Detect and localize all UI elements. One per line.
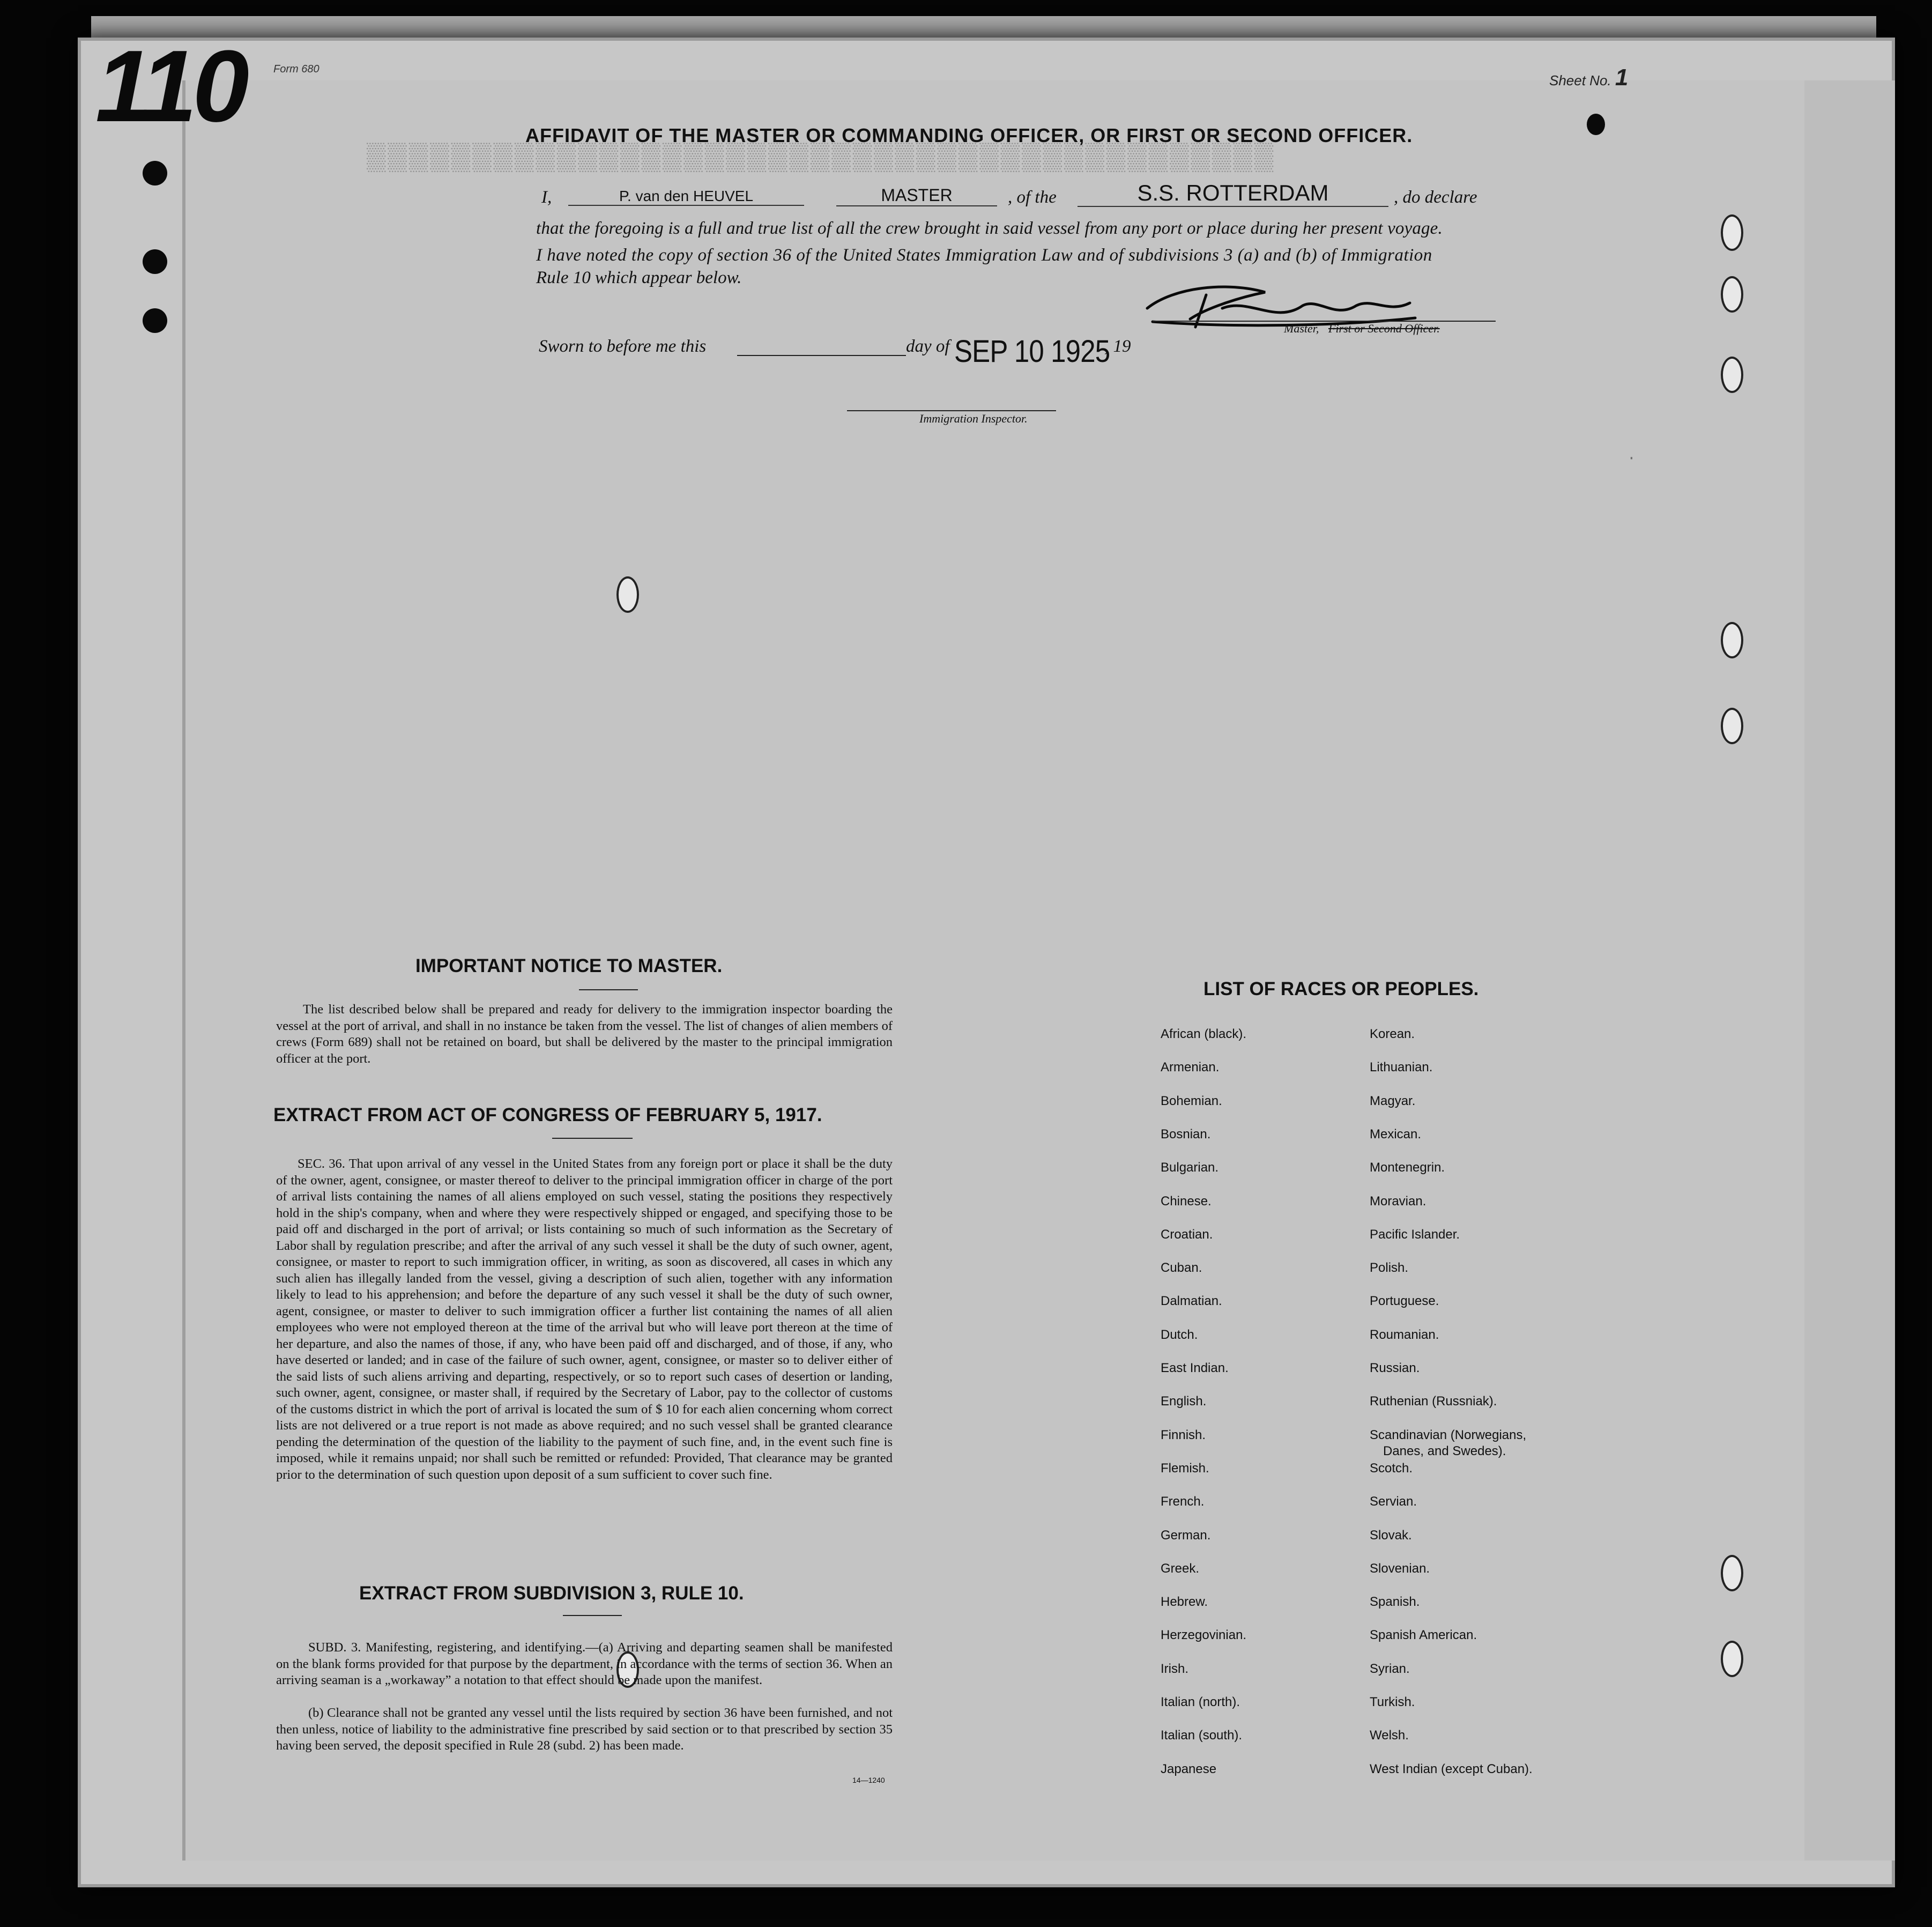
punch-hole-icon: [1721, 357, 1743, 393]
punch-hole-icon: [1721, 214, 1743, 251]
race-item-right: Pacific Islander.: [1370, 1227, 1460, 1242]
declaration-line-3: I have noted the copy of section 36 of the United States Immigration Law and of subdivisions 3 (a) and (b) of Immigration: [536, 246, 1432, 265]
rule-extract-body-a: SUBD. 3. Manifesting, registering, and identifying.—(a) Arriving and departing seamen shall be manifested on the blank forms provided for that purpose by the department, in accordance with the terms of section 36. When an arriving seaman is a „workaway” a notation to that effect should be made upon the manifest.: [276, 1640, 893, 1687]
notice-title: IMPORTANT NOTICE TO MASTER.: [415, 955, 723, 976]
declaration-prefix: I,: [541, 188, 552, 207]
races-title: LIST OF RACES OR PEOPLES.: [1203, 979, 1479, 999]
race-item-left: Croatian.: [1161, 1227, 1213, 1242]
punch-hole-icon: [1587, 114, 1605, 135]
race-item-left: Japanese: [1161, 1761, 1217, 1776]
of-the-text: , of the: [1008, 188, 1057, 207]
signature-line: [1153, 321, 1496, 322]
race-item-left: Italian (south).: [1161, 1728, 1243, 1743]
race-item-right: Portuguese.: [1370, 1294, 1439, 1309]
race-item-left: Greek.: [1161, 1561, 1200, 1576]
race-item-right: Ruthenian (Russniak).: [1370, 1394, 1497, 1409]
race-item-left: East Indian.: [1161, 1361, 1229, 1375]
race-item-left: Armenian.: [1161, 1060, 1220, 1075]
race-item-right: Lithuanian.: [1370, 1060, 1433, 1075]
do-declare-text: , do declare: [1394, 188, 1477, 207]
act-extract-title: EXTRACT FROM ACT OF CONGRESS OF FEBRUARY 5, 1917.: [273, 1105, 822, 1125]
bleed-row-marker: ·: [1627, 450, 1636, 467]
punch-hole-icon: [616, 576, 639, 613]
race-item-right: Russian.: [1370, 1361, 1420, 1375]
race-item-right: Roumanian.: [1370, 1327, 1439, 1342]
date-stamp: SEP 10 1925: [954, 334, 1110, 369]
race-item-left: Finnish.: [1161, 1427, 1206, 1442]
race-item-left: Chinese.: [1161, 1194, 1212, 1209]
rank-field: MASTER: [836, 186, 997, 206]
punch-hole-icon: [1721, 1555, 1743, 1591]
punch-hole-icon: [143, 249, 167, 274]
punch-hole-icon: [1721, 1641, 1743, 1677]
sheet-number-value: 1: [1615, 64, 1629, 91]
sworn-day-line: [737, 355, 906, 356]
race-item-right: Syrian.: [1370, 1661, 1410, 1676]
sheet-number: [1549, 64, 1628, 91]
race-item-right: Scotch.: [1370, 1461, 1413, 1476]
notice-divider: [579, 989, 638, 990]
act-extract-body: SEC. 36. That upon arrival of any vessel in the United States from any foreign port or place it shall be the duty of the owner, agent, consignee, or master thereof to deliver to the principal immigration officer in charge of the port of arrival lists containing the names of all aliens employed on such vessel, stating the positions they respectively hold in the ship's company, when and where they were respectively shipped or engaged, and specifying those to be paid off and discharged in the port of arrival; or lists containing so much of such information as the Secretary of Labor shall by regulation prescribe; and after the arrival of any such vessel it shall be the duty of such owner, agent, consignee, or master to report to such immigration officer, in writing, as soon as discovered, all cases in which any such alien has illegally landed from the vessel, giving a description of such alien, together with any information likely to lead to his apprehension; and before the departure of any such vessel it shall be the duty of such owner, agent, consignee, or master to deliver to such immigration officer a further list containing the names of all alien employees who were not employed thereon at the time of the arrival but who will leave port thereon at the time of her departure, and also the names of those, if any, who have been paid off and discharged, and of those, if any, who have deserted or landed; and in case of the failure of such owner, agent, consignee, or master so to deliver either of the said lists of such aliens arriving and departing, respectively, or so to report such cases of desertion or landing, such owner, agent, consignee, or master shall, if required by the Secretary of Labor, pay to the collector of customs of the customs district in which the port of arrival is located the sum of $ 10 for each alien concerning whom correct lists are not delivered or a true report is not made as above required; and no such vessel shall be granted clearance pending the determination of the question of the liability to the payment of such fine, and, in the event such fine is imposed, while it remains unpaid; nor shall such be remitted or refunded: Provided, That clearance may be granted prior to the determination of such question upon deposit of a sum sufficient to cover such fine.: [276, 1157, 893, 1482]
race-item-left: Flemish.: [1161, 1461, 1209, 1476]
race-item-right: Slovak.: [1370, 1528, 1412, 1543]
race-item-left: Cuban.: [1161, 1261, 1202, 1276]
underlying-sheet-edge: [1801, 80, 1895, 1861]
bleed-through-heading: ▒▒▒▒▒▒▒▒▒▒▒▒▒▒▒▒▒▒▒▒▒▒▒▒▒▒▒▒▒▒▒▒▒▒▒▒▒▒▒▒▒▒▒: [365, 141, 1274, 171]
race-item-right: Moravian.: [1370, 1194, 1426, 1209]
form-number: 14—1240: [852, 1776, 885, 1784]
race-item-left: Hebrew.: [1161, 1595, 1208, 1610]
race-item-right: Montenegrin.: [1370, 1160, 1445, 1175]
signer-caption-struck: First or Second Officer.: [1328, 322, 1440, 335]
race-item-right: Polish.: [1370, 1261, 1409, 1276]
race-item-left: German.: [1161, 1528, 1211, 1543]
race-item-left: Irish.: [1161, 1661, 1189, 1676]
race-item-right: Welsh.: [1370, 1728, 1409, 1743]
inspector-line: [847, 410, 1056, 411]
race-item-right: Turkish.: [1370, 1695, 1415, 1709]
inspector-label: Immigration Inspector.: [919, 412, 1028, 425]
race-item-left: English.: [1161, 1394, 1207, 1409]
race-item-left: French.: [1161, 1494, 1205, 1509]
master-name-field: P. van den HEUVEL: [568, 188, 804, 206]
form-label: Form 680: [273, 63, 319, 75]
declaration-line-2: that the foregoing is a full and true list of all the crew brought in said vessel from any port or place during her present voyage.: [536, 219, 1443, 238]
day-of-text: day of: [906, 337, 950, 356]
race-item-right: Slovenian.: [1370, 1561, 1430, 1576]
race-item-right: Spanish.: [1370, 1595, 1420, 1610]
race-item-right: Danes, and Swedes).: [1383, 1443, 1506, 1458]
race-item-right: Magyar.: [1370, 1093, 1416, 1108]
race-item-right: Spanish American.: [1370, 1628, 1477, 1643]
affidavit-title: AFFIDAVIT OF THE MASTER OR COMMANDING OFFICER, OR FIRST OR SECOND OFFICER.: [525, 124, 1413, 146]
rule-extract-title: EXTRACT FROM SUBDIVISION 3, RULE 10.: [359, 1583, 744, 1604]
rule-divider: [563, 1615, 622, 1616]
signer-caption-master: Master,: [1284, 322, 1319, 335]
race-item-right: Korean.: [1370, 1027, 1415, 1041]
race-item-right: Servian.: [1370, 1494, 1417, 1509]
punch-hole-icon: [1721, 622, 1743, 658]
sworn-prefix: Sworn to before me this: [539, 337, 707, 356]
act-divider: [552, 1138, 633, 1139]
race-item-left: Italian (north).: [1161, 1695, 1240, 1709]
race-item-left: Dalmatian.: [1161, 1294, 1222, 1309]
notice-body: The list described below shall be prepared and ready for delivery to the immigration inspector boarding the vessel at the port of arrival, and shall in no instance be taken from the vessel. The list of changes of alien members of crews (Form 689) shall not be retained on board, but shall be delivered by the master to the principal immigration officer at the port.: [276, 1002, 893, 1066]
punch-hole-icon: [143, 308, 167, 333]
race-item-left: Herzegovinian.: [1161, 1628, 1247, 1643]
punch-hole-icon: [143, 161, 167, 186]
declaration-line-4: Rule 10 which appear below.: [536, 268, 742, 287]
handwritten-sheet-number: 110: [95, 29, 245, 143]
race-item-right: West Indian (except Cuban).: [1370, 1761, 1533, 1776]
punch-hole-icon: [1721, 276, 1743, 313]
year-suffix: , 19: [1104, 337, 1131, 356]
punch-hole-icon: [1721, 708, 1743, 744]
race-item-right: Scandinavian (Norwegians,: [1370, 1427, 1527, 1442]
race-item-left: Bosnian.: [1161, 1126, 1211, 1142]
sheet-number-label: Sheet No.: [1549, 72, 1611, 88]
race-item-right: Mexican.: [1370, 1126, 1422, 1142]
race-item-left: Bulgarian.: [1161, 1160, 1219, 1175]
vessel-name-field: S.S. ROTTERDAM: [1078, 180, 1388, 207]
race-item-left: Bohemian.: [1161, 1093, 1222, 1108]
rule-extract-body-b: (b) Clearance shall not be granted any vessel until the lists required by section 36 have been furnished, and not then unless, notice of liability to the administrative fine prescribed by said section or to that prescribed by section 35 having been served, the deposit specified in Rule 28 (subd. 2) has been made.: [276, 1706, 893, 1753]
race-item-left: African (black).: [1161, 1027, 1247, 1041]
race-item-left: Dutch.: [1161, 1327, 1198, 1342]
